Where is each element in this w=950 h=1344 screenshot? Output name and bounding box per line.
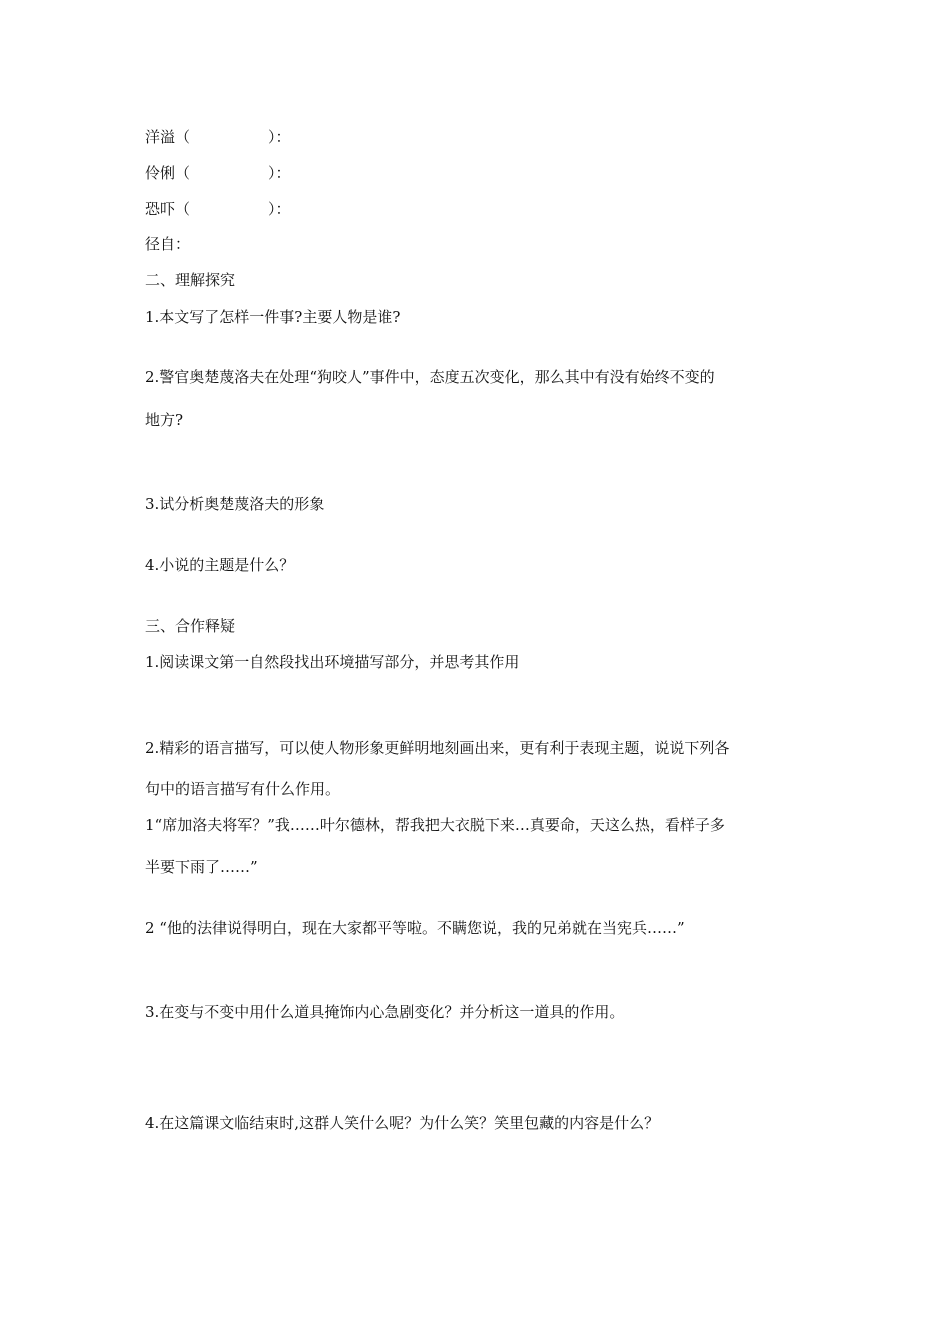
question-3-2-line1: 2.精彩的语言描写，可以使人物形象更鲜明地刻画出来，更有利于表现主题，说说下列各 bbox=[145, 739, 730, 757]
vocab-item-lingli bbox=[145, 163, 291, 183]
question-3-3: 3.在变与不变中用什么道具掩饰内心急剧变化？并分析这一道具的作用。 bbox=[145, 1003, 625, 1021]
quote-1-line1: 1“席加洛夫将军？”我……叶尔德林，帮我把大衣脱下来…真要命，天这么热，看样子多 bbox=[145, 816, 725, 834]
vocab-open-paren: （ bbox=[175, 200, 191, 218]
vocab-open-paren: （ bbox=[175, 128, 191, 146]
question-3-1: 1.阅读课文第一自然段找出环境描写部分，并思考其作用 bbox=[145, 653, 520, 671]
vocab-word: 伶俐 bbox=[145, 164, 176, 182]
question-3-4: 4.在这篇课文临结束时,这群人笑什么呢？为什么笑？笑里包藏的内容是什么？ bbox=[145, 1114, 660, 1132]
quote-2: 2 “他的法律说得明白，现在大家都平等啦。不瞒您说，我的兄弟就在当宪兵……” bbox=[145, 919, 685, 937]
vocab-item-jingzi bbox=[145, 234, 190, 254]
vocab-close-paren: ）： bbox=[268, 200, 291, 218]
section-heading-understanding: 二、理解探究 bbox=[145, 271, 236, 289]
question-3-2-line2: 句中的语言描写有什么作用。 bbox=[145, 780, 341, 798]
vocab-word: 径自： bbox=[145, 235, 191, 253]
question-2-3: 3.试分析奥楚蔑洛夫的形象 bbox=[145, 495, 325, 513]
vocab-word: 恐吓 bbox=[145, 200, 176, 218]
vocab-close-paren: ）： bbox=[268, 164, 291, 182]
vocab-close-paren: ）： bbox=[268, 128, 291, 146]
vocab-item-konghe bbox=[145, 199, 291, 219]
vocab-word: 洋溢 bbox=[145, 128, 176, 146]
section-heading-cooperation: 三、合作释疑 bbox=[145, 617, 236, 635]
question-2-2-line1: 2.警官奥楚蔑洛夫在处理“狗咬人”事件中，态度五次变化，那么其中有没有始终不变的 bbox=[145, 368, 715, 386]
question-2-4: 4.小说的主题是什么？ bbox=[145, 556, 295, 574]
vocab-item-yangyi bbox=[145, 127, 291, 147]
vocab-open-paren: （ bbox=[175, 164, 191, 182]
quote-1-line2: 半要下雨了……” bbox=[145, 858, 258, 876]
question-2-1: 1.本文写了怎样一件事?主要人物是谁? bbox=[145, 308, 401, 326]
question-2-2-line2: 地方? bbox=[145, 411, 184, 429]
